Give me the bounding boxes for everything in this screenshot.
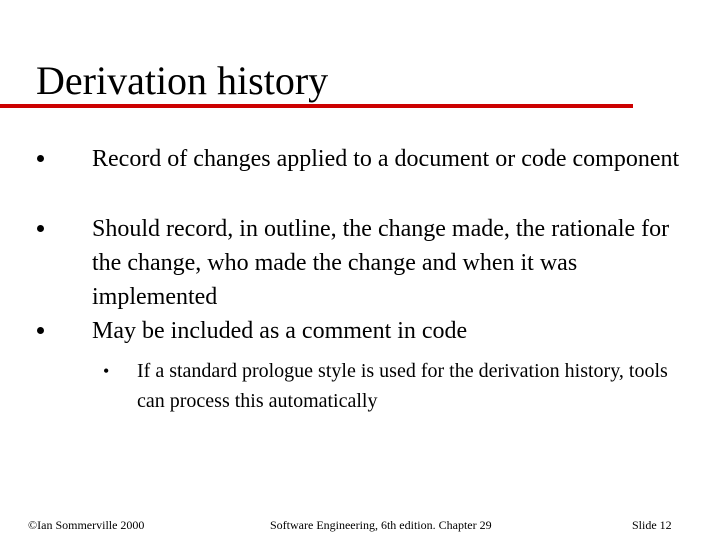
footer-course-title: Software Engineering, 6th edition. Chapter 29 — [270, 518, 492, 532]
bullet-text: May be included as a comment in code — [92, 318, 468, 344]
bullet-dot-icon — [37, 327, 44, 334]
slide-title: Derivation history — [36, 58, 329, 103]
bullet-text: Should record, in outline, the change made, the rationale for the change, who made the change and when it was implemented — [92, 216, 670, 310]
sub-bullet-text: If a standard prologue style is used for the derivation history, tools can process this automatically — [137, 360, 668, 412]
footer-slide-number: Slide 12 — [632, 518, 672, 532]
bullet-dot-icon — [37, 225, 44, 232]
title-underline-rule — [0, 104, 633, 108]
bullet-text: Record of changes applied to a document or code component — [92, 146, 680, 172]
sub-bullet-marker-icon: • — [103, 361, 110, 381]
bullet-dot-icon — [37, 155, 44, 162]
footer-copyright: ©Ian Sommerville 2000 — [28, 518, 145, 532]
